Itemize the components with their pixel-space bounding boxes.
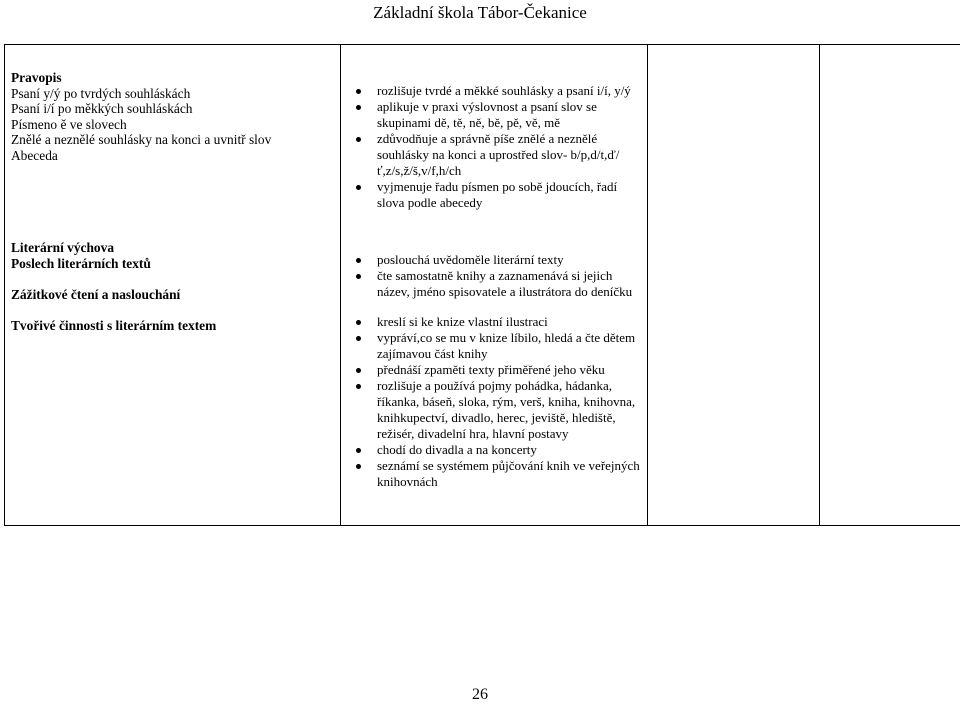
list-item: zdůvodňuje a správně píše znělé a neznělé souhlásky na konci a uprostřed slov- b/p,d/t,ď/ť,z/s,ž/š,v/f,h/ch — [351, 131, 643, 179]
list-item: seznámí se systémem půjčování knih ve veřejných knihovnách — [351, 458, 643, 490]
document-header: Základní škola Tábor-Čekanice — [373, 3, 587, 22]
list-item: poslouchá uvědoměle literární texty — [351, 252, 643, 268]
topic-line: Písmeno ě ve slovech — [11, 116, 127, 132]
outcomes-cell — [341, 45, 648, 526]
topic-line: Psaní i/í po měkkých souhláskách — [11, 101, 193, 117]
list-item: kreslí si ke knize vlastní ilustraci — [351, 314, 643, 330]
list-item: čte samostatně knihy a zaznamenává si jejich název, jméno spisovatele a ilustrátora do deníčku — [351, 268, 643, 300]
topic-block-pravopis — [11, 70, 334, 240]
topics-cell — [5, 45, 341, 526]
empty-cell — [648, 45, 820, 526]
list-item: vyjmenuje řadu písmen po sobě jdoucích, řadí slova podle abecedy — [351, 179, 643, 211]
list-item: vypráví,co se mu v knize líbilo, hledá a čte dětem zajímavou část knihy — [351, 330, 643, 362]
topic-block-literarni-vychova — [11, 240, 334, 334]
table-row — [5, 45, 960, 526]
list-item: aplikuje v praxi výslovnost a psaní slov se skupinami dě, tě, ně, bě, pě, vě, mě — [351, 99, 643, 131]
page-number: 26 — [472, 686, 488, 703]
curriculum-table — [4, 44, 960, 526]
topic-line: Tvořivé činnosti s literárním textem — [11, 317, 217, 333]
topic-line: Zážitkové čtení a naslouchání — [11, 286, 181, 302]
list-item: rozlišuje tvrdé a měkké souhlásky a psaní i/í, y/ý — [351, 83, 643, 99]
topic-line: Psaní y/ý po tvrdých souhláskách — [11, 85, 191, 101]
outcomes-list-literarni-vychova — [351, 252, 643, 490]
topic-line: Znělé a neznělé souhlásky na konci a uvnitř slov — [11, 132, 272, 148]
list-item: rozlišuje a používá pojmy pohádka, hádanka, říkanka, báseň, sloka, rým, verš, kniha, knihovna, knihkupectví, divadlo, herec, jeviště, hlediště, režisér, divadelní hra, hlavní postavy — [351, 378, 643, 442]
topic-heading: Literární výchova — [11, 240, 115, 255]
outcomes-list-pravopis — [351, 83, 643, 252]
topic-heading: Pravopis — [11, 70, 62, 85]
topic-line: Abeceda — [11, 147, 58, 163]
list-item: chodí do divadla a na koncerty — [351, 442, 643, 458]
empty-cell — [820, 45, 960, 526]
list-item: přednáší zpaměti texty přiměřené jeho věku — [351, 362, 643, 378]
topic-line: Poslech literárních textů — [11, 255, 151, 271]
